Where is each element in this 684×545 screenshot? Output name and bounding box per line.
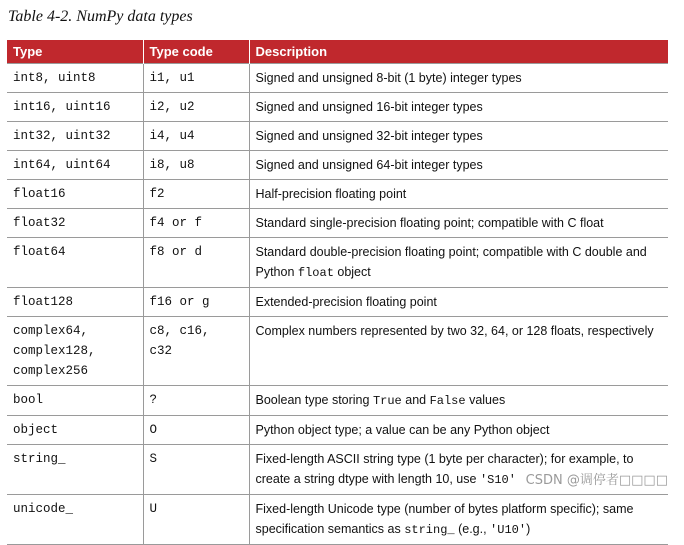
description-text: Signed and unsigned 64-bit integer types xyxy=(255,158,483,172)
description-text: values xyxy=(465,393,506,407)
description-text: Complex numbers represented by two 32, 64, or 128 floats, respectively xyxy=(255,324,654,338)
description-text: Signed and unsigned 8-bit (1 byte) integer types xyxy=(255,71,522,85)
cell-line: int32, uint32 xyxy=(13,129,111,143)
cell-type xyxy=(7,64,143,93)
inline-code: float xyxy=(297,266,334,280)
cell-type-code xyxy=(143,180,249,209)
description-text: ) xyxy=(526,522,531,536)
cell-line: int8, uint8 xyxy=(13,71,96,85)
description-text: Fixed-length Unicode type (number of bytes platform specific); same specification semantics as xyxy=(255,502,634,536)
cell-type xyxy=(7,317,143,386)
cell-type-code xyxy=(143,288,249,317)
cell-line: O xyxy=(149,423,158,437)
cell-description xyxy=(249,64,668,93)
watermark: CSDN @调停者□□□□ xyxy=(525,473,668,488)
description-text: Fixed-length ASCII string type (1 byte per character); for example, to create a string dtype with length 10, use xyxy=(255,452,634,486)
cell-type xyxy=(7,93,143,122)
table-row xyxy=(7,238,668,288)
cell-line: complex256 xyxy=(13,364,89,378)
description-text: Standard double-precision floating point; compatible with C double and Python xyxy=(255,245,647,279)
cell-line: c8, c16, xyxy=(149,324,210,338)
cell-type-code xyxy=(143,386,249,416)
cell-type xyxy=(7,180,143,209)
table-caption: Table 4-2. NumPy data types xyxy=(8,8,193,25)
cell-line: U xyxy=(149,502,158,516)
cell-line: float128 xyxy=(13,295,74,309)
cell-line: float64 xyxy=(13,245,66,259)
description-text: Python object type; a value can be any Python object xyxy=(255,423,550,437)
header-type-code: Type code xyxy=(143,40,249,64)
description-text: and xyxy=(401,393,430,407)
cell-type-code xyxy=(143,93,249,122)
cell-type xyxy=(7,445,143,495)
cell-type-code xyxy=(143,122,249,151)
cell-line: string_ xyxy=(13,452,66,466)
description-text: object xyxy=(333,265,371,279)
table-row xyxy=(7,209,668,238)
cell-type xyxy=(7,151,143,180)
cell-type xyxy=(7,386,143,416)
cell-description xyxy=(249,288,668,317)
cell-line: f4 or f xyxy=(149,216,203,230)
header-description: Description xyxy=(249,40,668,64)
description-text: Extended-precision floating point xyxy=(255,295,437,309)
description-text: (e.g., xyxy=(454,522,491,536)
table-row xyxy=(7,386,668,416)
cell-type xyxy=(7,495,143,545)
cell-type-code xyxy=(143,151,249,180)
table-row xyxy=(7,93,668,122)
cell-line: i4, u4 xyxy=(149,129,195,143)
cell-line: complex128, xyxy=(13,344,96,358)
table-row xyxy=(7,317,668,386)
cell-description xyxy=(249,93,668,122)
table-row xyxy=(7,288,668,317)
cell-type-code xyxy=(143,445,249,495)
cell-description xyxy=(249,416,668,445)
cell-description xyxy=(249,209,668,238)
cell-line: ? xyxy=(149,393,158,407)
table-row xyxy=(7,495,668,545)
cell-line: f2 xyxy=(149,187,165,201)
cell-line: S xyxy=(149,452,158,466)
cell-line: object xyxy=(13,423,59,437)
cell-type xyxy=(7,238,143,288)
cell-description xyxy=(249,180,668,209)
table-header-row xyxy=(7,40,668,64)
cell-line: c32 xyxy=(149,344,173,358)
description-text: Signed and unsigned 16-bit integer types xyxy=(255,100,483,114)
cell-description xyxy=(249,495,668,545)
cell-type-code xyxy=(143,416,249,445)
cell-line: i1, u1 xyxy=(149,71,195,85)
cell-type-code xyxy=(143,209,249,238)
cell-type xyxy=(7,122,143,151)
cell-description xyxy=(249,122,668,151)
cell-line: int16, uint16 xyxy=(13,100,111,114)
inline-code: 'U10' xyxy=(490,523,527,537)
cell-description xyxy=(249,317,668,386)
inline-code: True xyxy=(372,394,402,408)
cell-line: int64, uint64 xyxy=(13,158,111,172)
inline-code: False xyxy=(429,394,466,408)
cell-line: float32 xyxy=(13,216,66,230)
description-text: Standard single-precision floating point; compatible with C float xyxy=(255,216,604,230)
header-type: Type xyxy=(7,40,143,64)
cell-description xyxy=(249,386,668,416)
cell-description xyxy=(249,238,668,288)
inline-code: string_ xyxy=(404,523,455,537)
table-row xyxy=(7,64,668,93)
table-row xyxy=(7,180,668,209)
cell-type xyxy=(7,209,143,238)
cell-line: i8, u8 xyxy=(149,158,195,172)
cell-description xyxy=(249,151,668,180)
cell-type-code xyxy=(143,64,249,93)
inline-code: 'S10' xyxy=(479,473,516,487)
cell-type-code xyxy=(143,317,249,386)
cell-type xyxy=(7,416,143,445)
cell-type-code xyxy=(143,495,249,545)
description-text: Boolean type storing xyxy=(255,393,373,407)
cell-line: bool xyxy=(13,393,44,407)
cell-type xyxy=(7,288,143,317)
cell-line: float16 xyxy=(13,187,66,201)
cell-line: f16 or g xyxy=(149,295,210,309)
table-row xyxy=(7,122,668,151)
table-row xyxy=(7,151,668,180)
description-text: Half-precision floating point xyxy=(255,187,407,201)
cell-line: unicode_ xyxy=(13,502,74,516)
table-row xyxy=(7,416,668,445)
cell-line: i2, u2 xyxy=(149,100,195,114)
cell-line: complex64, xyxy=(13,324,89,338)
cell-line: f8 or d xyxy=(149,245,203,259)
description-text: Signed and unsigned 32-bit integer types xyxy=(255,129,483,143)
cell-type-code xyxy=(143,238,249,288)
